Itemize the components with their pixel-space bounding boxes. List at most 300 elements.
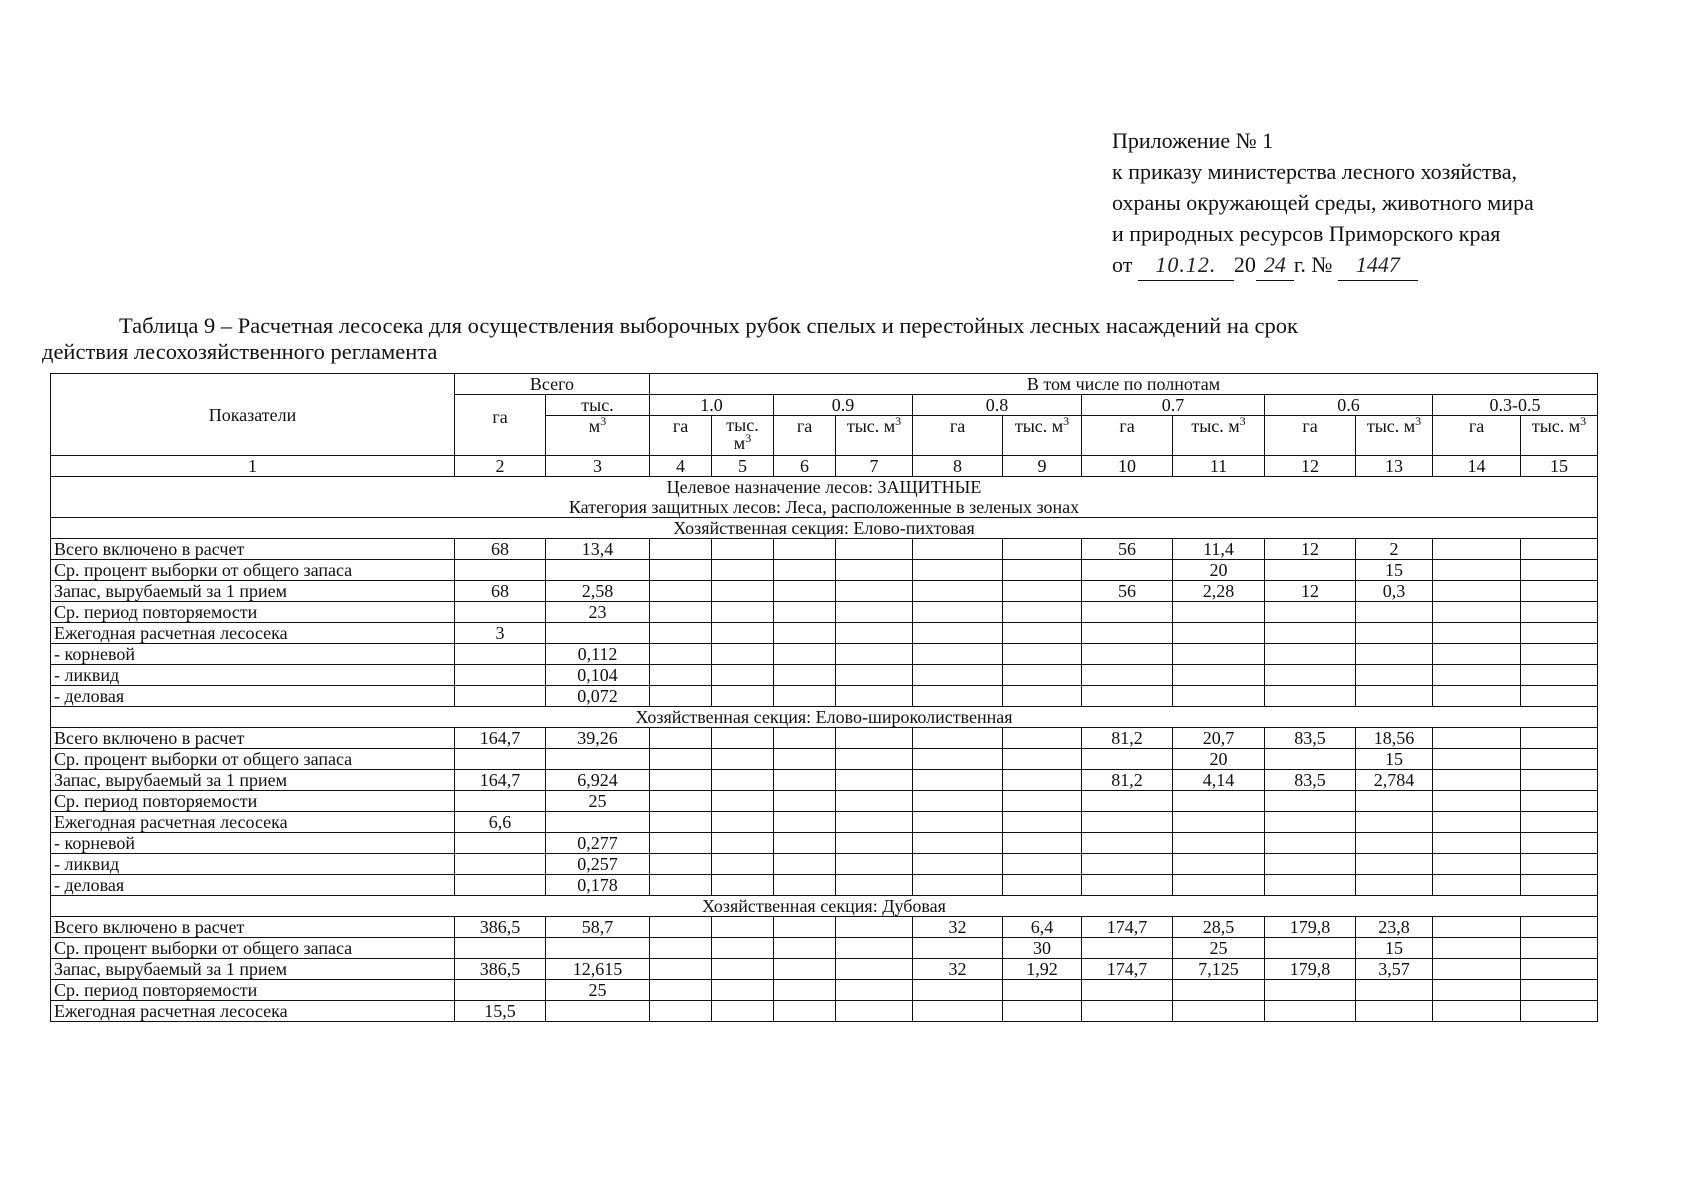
table-cell (836, 728, 913, 749)
table-cell (1265, 1001, 1356, 1022)
handwritten-number: 1447 (1338, 249, 1418, 281)
table-row (51, 644, 1598, 665)
table-cell (650, 833, 712, 854)
table-cell (650, 560, 712, 581)
table-row (51, 833, 1598, 854)
column-number: 9 (1003, 456, 1082, 477)
table-cell (1082, 875, 1173, 896)
table-cell (650, 539, 712, 560)
table-cell (1173, 602, 1265, 623)
table-cell: 56 (1082, 581, 1173, 602)
table-cell (913, 560, 1003, 581)
table-cell (1265, 623, 1356, 644)
table-cell: 164,7 (455, 728, 546, 749)
table-cell (1173, 791, 1265, 812)
header-unit-ths: тыс. (546, 395, 650, 416)
table-cell (836, 980, 913, 1001)
table-cell (1082, 749, 1173, 770)
row-label: - деловая (51, 686, 455, 707)
table-cell (1521, 644, 1598, 665)
table-cell (546, 623, 650, 644)
table-cell (1003, 770, 1082, 791)
table-cell (1521, 1001, 1598, 1022)
table-cell (1173, 980, 1265, 1001)
column-number: 2 (455, 456, 546, 477)
column-number: 1 (51, 456, 455, 477)
table-cell (774, 581, 836, 602)
row-label: Запас, вырубаемый за 1 прием (51, 959, 455, 980)
header-total: Всего (455, 374, 650, 395)
table-cell (1433, 770, 1521, 791)
section-title: Хозяйственная секция: Дубовая (51, 896, 1598, 917)
table-cell: 386,5 (455, 959, 546, 980)
table-cell (1173, 665, 1265, 686)
table-cell: 83,5 (1265, 770, 1356, 791)
table-cell (913, 644, 1003, 665)
header-density: 1.0 (650, 395, 774, 416)
table-cell (774, 917, 836, 938)
table-cell (1265, 938, 1356, 959)
table-cell (913, 686, 1003, 707)
table-row (51, 959, 1598, 980)
table-cell (1265, 665, 1356, 686)
table-cell (1173, 644, 1265, 665)
column-number: 10 (1082, 456, 1173, 477)
table-cell: 68 (455, 539, 546, 560)
handwritten-year: 24 (1256, 249, 1294, 281)
table-cell (1433, 938, 1521, 959)
table-cell: 56 (1082, 539, 1173, 560)
table-cell (1433, 749, 1521, 770)
table-row (51, 917, 1598, 938)
header-unit-ga: га (1082, 416, 1173, 456)
table-cell (774, 644, 836, 665)
row-label: Ср. процент выборки от общего запаса (51, 749, 455, 770)
header-density: 0.7 (1082, 395, 1265, 416)
row-label: - ликвид (51, 665, 455, 686)
table-cell (774, 602, 836, 623)
table-cell (650, 770, 712, 791)
table-cell (712, 560, 774, 581)
table-cell (1003, 728, 1082, 749)
column-number: 12 (1265, 456, 1356, 477)
table-cell: 6,924 (546, 770, 650, 791)
header-unit-ths-m3: тыс. $м^3$ (1356, 416, 1433, 456)
table-cell (1265, 980, 1356, 1001)
section-row (51, 896, 1598, 917)
table-cell (1433, 560, 1521, 581)
table-cell (712, 749, 774, 770)
column-number: 4 (650, 456, 712, 477)
table-cell (546, 560, 650, 581)
header-unit-m3: $м^3$ (546, 416, 650, 456)
table-cell (650, 602, 712, 623)
table-cell: 164,7 (455, 770, 546, 791)
table-cell (1433, 1001, 1521, 1022)
table-cell (1003, 623, 1082, 644)
table-cell: 0,104 (546, 665, 650, 686)
table-cell (1521, 917, 1598, 938)
table-cell (650, 791, 712, 812)
table-cell (1356, 812, 1433, 833)
section-row (51, 518, 1598, 539)
header-by-density: В том числе по полнотам (650, 374, 1598, 395)
table-cell (1082, 854, 1173, 875)
table-cell (1433, 917, 1521, 938)
table-cell (913, 770, 1003, 791)
table-cell (774, 623, 836, 644)
table-cell (774, 770, 836, 791)
table-cell: 39,26 (546, 728, 650, 749)
forest-purpose: Целевое назначение лесов: ЗАЩИТНЫЕ (666, 477, 982, 497)
table-cell (836, 644, 913, 665)
table-cell (1003, 854, 1082, 875)
table-cell (1265, 854, 1356, 875)
table-cell: 0,3 (1356, 581, 1433, 602)
table-cell (650, 980, 712, 1001)
table-cell (1003, 1001, 1082, 1022)
table-cell (1521, 560, 1598, 581)
table-cell (1082, 812, 1173, 833)
table-cell (1433, 959, 1521, 980)
table-cell (913, 539, 1003, 560)
table-cell: 3,57 (1356, 959, 1433, 980)
table-cell (455, 938, 546, 959)
table-cell (1003, 644, 1082, 665)
table-row (51, 623, 1598, 644)
table-cell: 6,6 (455, 812, 546, 833)
table-cell (1173, 686, 1265, 707)
table-cell: 174,7 (1082, 959, 1173, 980)
table-cell (1433, 644, 1521, 665)
table-cell (1521, 686, 1598, 707)
table-cell: 0,112 (546, 644, 650, 665)
row-label: - корневой (51, 833, 455, 854)
row-label: Ср. период повторяемости (51, 791, 455, 812)
table-cell (1433, 581, 1521, 602)
table-cell (1433, 854, 1521, 875)
table-cell (650, 665, 712, 686)
row-label: Ср. процент выборки от общего запаса (51, 938, 455, 959)
table-cell (712, 770, 774, 791)
table-row (51, 749, 1598, 770)
table-cell (913, 938, 1003, 959)
header-unit-ga: га (650, 416, 712, 456)
table-cell: 2 (1356, 539, 1433, 560)
table-cell (650, 854, 712, 875)
table-row (51, 560, 1598, 581)
table-cell: 11,4 (1173, 539, 1265, 560)
table-cell (1356, 833, 1433, 854)
table-cell (1173, 875, 1265, 896)
table-cell (455, 749, 546, 770)
table-cell (650, 623, 712, 644)
table-cell (836, 686, 913, 707)
appendix-header (1112, 125, 1534, 281)
table-cell: 32 (913, 917, 1003, 938)
table-cell: 3 (455, 623, 546, 644)
table-cell (1265, 791, 1356, 812)
table-cell (1521, 770, 1598, 791)
table-row (51, 770, 1598, 791)
table-cell (1433, 728, 1521, 749)
table-cell (1003, 812, 1082, 833)
table-cell (712, 938, 774, 959)
column-number: 11 (1173, 456, 1265, 477)
purpose-cell (51, 477, 1598, 518)
table-cell (455, 833, 546, 854)
table-cell: 25 (1173, 938, 1265, 959)
table-cell (836, 539, 913, 560)
table-cell (1173, 812, 1265, 833)
caption-line: Таблица 9 – Расчетная лесосека для осуществления выборочных рубок спелых и перестойных лесных насаждений на срок (119, 313, 1298, 338)
table-row (51, 728, 1598, 749)
table-cell (650, 581, 712, 602)
table-cell (1265, 749, 1356, 770)
table-cell: 386,5 (455, 917, 546, 938)
table-cell (836, 770, 913, 791)
table-cell (650, 1001, 712, 1022)
table-cell (774, 875, 836, 896)
table-row (51, 854, 1598, 875)
table-cell (455, 644, 546, 665)
table-cell (774, 812, 836, 833)
table-cell (1433, 791, 1521, 812)
table-cell (836, 938, 913, 959)
table-cell (913, 749, 1003, 770)
table-cell (712, 959, 774, 980)
table-cell: 13,4 (546, 539, 650, 560)
appendix-order-line: к приказу министерства лесного хозяйства, (1112, 159, 1518, 184)
table-cell (650, 959, 712, 980)
table-cell (774, 749, 836, 770)
table-cell (774, 980, 836, 1001)
table-row (51, 539, 1598, 560)
appendix-order-line: и природных ресурсов Приморского края (1112, 221, 1501, 246)
table-cell (1003, 539, 1082, 560)
table-cell (712, 581, 774, 602)
table-cell (1356, 854, 1433, 875)
table-cell (1082, 791, 1173, 812)
table-cell (455, 854, 546, 875)
table-cell (913, 623, 1003, 644)
from-prefix: от (1112, 252, 1133, 277)
table-row (51, 980, 1598, 1001)
section-title: Хозяйственная секция: Елово-пихтовая (51, 518, 1598, 539)
table-cell (1082, 1001, 1173, 1022)
table-cell (650, 749, 712, 770)
table-cell (913, 854, 1003, 875)
table-cell (455, 980, 546, 1001)
column-number: 13 (1356, 456, 1433, 477)
table-cell (836, 854, 913, 875)
table-cell (455, 602, 546, 623)
table-cell (774, 938, 836, 959)
table-cell (1521, 980, 1598, 1001)
table-cell (546, 812, 650, 833)
table-cell (712, 833, 774, 854)
row-label: Ср. процент выборки от общего запаса (51, 560, 455, 581)
header-unit-ths-m3: тыс. $м^3$ (1003, 416, 1082, 456)
table-cell: 20 (1173, 560, 1265, 581)
header-density: 0.9 (774, 395, 913, 416)
table-cell (1433, 665, 1521, 686)
row-label: Запас, вырубаемый за 1 прием (51, 770, 455, 791)
table-cell (1433, 833, 1521, 854)
table-cell (650, 812, 712, 833)
table-cell (774, 854, 836, 875)
table-cell (1082, 833, 1173, 854)
forest-category: Категория защитных лесов: Леса, расположенные в зеленых зонах (568, 497, 1080, 517)
table-cell: 32 (913, 959, 1003, 980)
table-cell (1521, 539, 1598, 560)
year-suffix: г. № (1293, 252, 1333, 277)
table-cell (1003, 791, 1082, 812)
table-cell: 12 (1265, 539, 1356, 560)
table-cell (1003, 980, 1082, 1001)
table-cell (712, 644, 774, 665)
table-cell (650, 875, 712, 896)
column-number: 8 (913, 456, 1003, 477)
table-row (51, 1001, 1598, 1022)
row-label: - деловая (51, 875, 455, 896)
table-cell (1521, 854, 1598, 875)
purpose-row (51, 477, 1598, 518)
table-cell (913, 665, 1003, 686)
table-cell (1521, 875, 1598, 896)
table-cell (836, 749, 913, 770)
table-cell (1003, 581, 1082, 602)
table-cell (712, 665, 774, 686)
header-density: 0.8 (913, 395, 1082, 416)
table-cell (1265, 812, 1356, 833)
table-cell (455, 686, 546, 707)
header-unit-ths-m3: тыс. $м^3$ (712, 416, 774, 456)
table-cell: 174,7 (1082, 917, 1173, 938)
table-cell (455, 791, 546, 812)
row-label: Ежегодная расчетная лесосека (51, 1001, 455, 1022)
table-cell: 25 (546, 791, 650, 812)
table-cell (712, 602, 774, 623)
table-cell: 0,178 (546, 875, 650, 896)
table-cell (774, 728, 836, 749)
table-cell (913, 728, 1003, 749)
row-label: Всего включено в расчет (51, 539, 455, 560)
table-cell (1173, 1001, 1265, 1022)
table-cell (1521, 791, 1598, 812)
table-cell (774, 833, 836, 854)
table-cell (1082, 602, 1173, 623)
table-cell (712, 917, 774, 938)
table-cell (712, 875, 774, 896)
table-cell (1082, 980, 1173, 1001)
header-unit-ga: га (455, 395, 546, 456)
table-cell (1082, 560, 1173, 581)
table-cell (1433, 875, 1521, 896)
table-cell (650, 644, 712, 665)
table-cell: 2,784 (1356, 770, 1433, 791)
table-cell (1356, 875, 1433, 896)
table-cell: 0,277 (546, 833, 650, 854)
header-density: 0.3-0.5 (1433, 395, 1598, 416)
table-cell (1265, 560, 1356, 581)
table-cell (1265, 602, 1356, 623)
table-cell (836, 1001, 913, 1022)
section-title: Хозяйственная секция: Елово-широколиственная (51, 707, 1598, 728)
table-cell (836, 959, 913, 980)
column-number: 6 (774, 456, 836, 477)
table-cell (1356, 644, 1433, 665)
table-cell (1265, 833, 1356, 854)
table-cell (1521, 581, 1598, 602)
table-cell (774, 686, 836, 707)
table-cell (836, 812, 913, 833)
column-number-row (51, 456, 1598, 477)
table-cell (1173, 833, 1265, 854)
table-cell (913, 1001, 1003, 1022)
table-cell: 1,92 (1003, 959, 1082, 980)
header-density: 0.6 (1265, 395, 1433, 416)
table-cell (836, 791, 913, 812)
table-row (51, 602, 1598, 623)
header-unit-ga: га (1433, 416, 1521, 456)
section-row (51, 707, 1598, 728)
table-cell: 15,5 (455, 1001, 546, 1022)
table-cell (1265, 686, 1356, 707)
table-cell: 58,7 (546, 917, 650, 938)
table-cell (774, 665, 836, 686)
table-cell (712, 980, 774, 1001)
table-cell: 20 (1173, 749, 1265, 770)
table-cell (836, 833, 913, 854)
table-cell (1521, 623, 1598, 644)
table-cell (455, 665, 546, 686)
table-cell: 6,4 (1003, 917, 1082, 938)
appendix-date-line (1112, 249, 1534, 281)
table-cell (1521, 665, 1598, 686)
table-cell (546, 749, 650, 770)
table-caption (42, 313, 1620, 365)
table-cell (1356, 665, 1433, 686)
table-cell (1356, 980, 1433, 1001)
table-cell: 7,125 (1173, 959, 1265, 980)
header-unit-ga: га (913, 416, 1003, 456)
table-cell (774, 539, 836, 560)
table-cell (836, 602, 913, 623)
table-cell: 2,28 (1173, 581, 1265, 602)
row-label: Всего включено в расчет (51, 917, 455, 938)
table-cell (1521, 812, 1598, 833)
table-cell (1265, 875, 1356, 896)
row-label: Ср. период повторяемости (51, 980, 455, 1001)
table-cell (1082, 644, 1173, 665)
appendix-order-line: охраны окружающей среды, животного мира (1112, 190, 1534, 215)
table-cell (1356, 623, 1433, 644)
table-cell (712, 539, 774, 560)
table-row (51, 875, 1598, 896)
table-cell: 30 (1003, 938, 1082, 959)
appendix-title: Приложение № 1 (1112, 128, 1274, 153)
table-row (51, 812, 1598, 833)
table-cell (650, 938, 712, 959)
table-cell (1433, 812, 1521, 833)
table-cell (1433, 623, 1521, 644)
column-number: 15 (1521, 456, 1598, 477)
table-cell (712, 686, 774, 707)
table-cell (455, 560, 546, 581)
table-cell (1003, 875, 1082, 896)
table-cell (712, 1001, 774, 1022)
